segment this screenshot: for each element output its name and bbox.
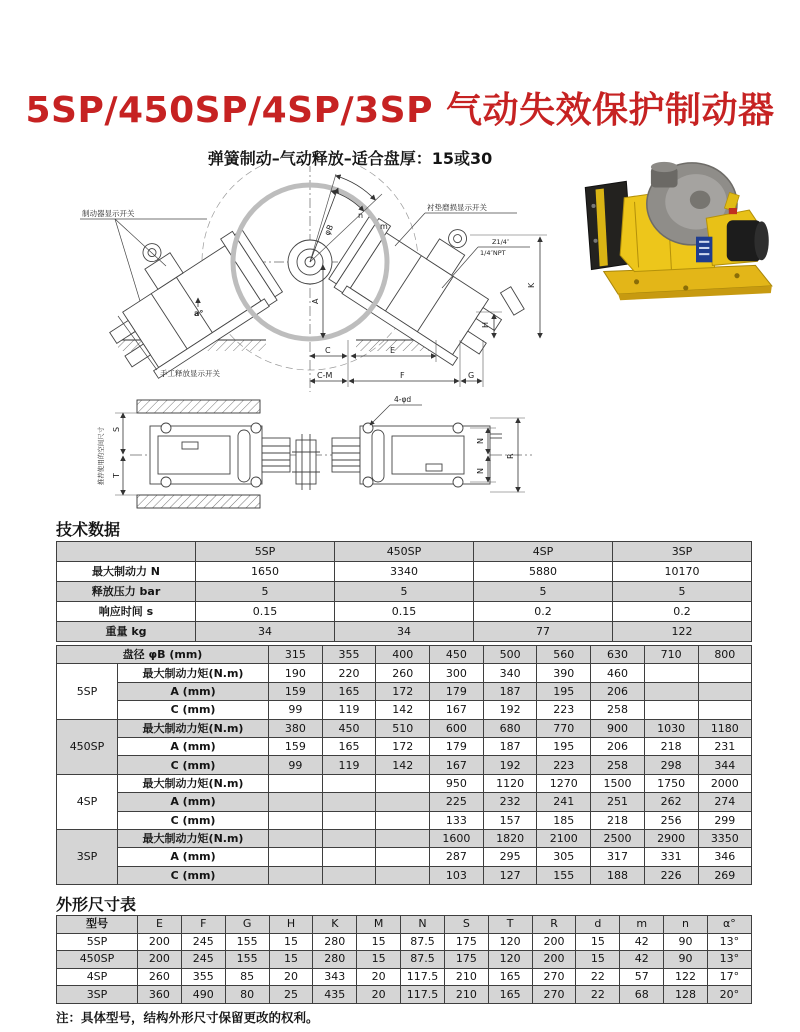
torque-value-cell: 256	[644, 811, 698, 829]
plan-right-unit	[332, 423, 502, 487]
dim-m: m	[380, 222, 388, 231]
dim-value-cell: 360	[138, 986, 182, 1004]
torque-value-cell: 232	[483, 793, 537, 811]
dim-value-cell: 200	[532, 951, 576, 969]
torque-value-cell: 346	[698, 848, 752, 866]
dim-column-header: α°	[707, 916, 751, 934]
dim-value-cell: 210	[444, 968, 488, 986]
model-column-header: 4SP	[474, 542, 613, 562]
spec-value-cell: 5	[613, 582, 752, 602]
dim-value-cell: 42	[620, 951, 664, 969]
dim-value-cell: 15	[576, 951, 620, 969]
torque-value-cell: 305	[537, 848, 591, 866]
torque-value-cell: 167	[430, 701, 484, 719]
dim-value-cell: 435	[313, 986, 357, 1004]
torque-table	[56, 645, 752, 885]
torque-value-cell: 179	[430, 737, 484, 755]
torque-value-cell: 298	[644, 756, 698, 774]
torque-value-cell: 1500	[591, 774, 645, 792]
dim-value-cell: 20	[269, 968, 313, 986]
spec-value-cell: 34	[196, 622, 335, 642]
torque-value-cell: 3350	[698, 829, 752, 847]
torque-value-cell: 119	[322, 756, 376, 774]
technical-drawing	[70, 166, 582, 512]
torque-value-cell: 317	[591, 848, 645, 866]
torque-value-cell: 165	[322, 682, 376, 700]
torque-value-cell: 299	[698, 811, 752, 829]
port-label-2: 1/4″NPT	[480, 249, 506, 257]
dim-value-cell: 245	[181, 951, 225, 969]
torque-value-cell: 192	[483, 701, 537, 719]
torque-value-cell: 770	[537, 719, 591, 737]
torque-value-cell: 2100	[537, 829, 591, 847]
torque-value-cell: 295	[483, 848, 537, 866]
torque-value-cell: 1820	[483, 829, 537, 847]
page-subtitle: 弹簧制动–气动释放–适合盘厚：15或30	[207, 149, 493, 168]
brake-switch-label: 制动器显示开关	[82, 209, 135, 218]
torque-value-cell: 460	[591, 664, 645, 682]
torque-value-cell: 262	[644, 793, 698, 811]
port-label-1: Z1/4″	[492, 238, 510, 246]
torque-value-cell: 274	[698, 793, 752, 811]
torque-value-cell: 2000	[698, 774, 752, 792]
disc-diameter-value: 710	[644, 646, 698, 664]
torque-value-cell: 1600	[430, 829, 484, 847]
torque-value-cell: 133	[430, 811, 484, 829]
torque-value-cell: 99	[269, 701, 323, 719]
torque-value-cell	[376, 866, 430, 884]
dim-value-cell: 200	[138, 951, 182, 969]
dim-model-label: 5SP	[57, 933, 138, 951]
torque-value-cell	[376, 811, 430, 829]
dim-value-cell: 490	[181, 986, 225, 1004]
dim-column-header: d	[576, 916, 620, 934]
dim-column-header: K	[313, 916, 357, 934]
torque-value-cell: 220	[322, 664, 376, 682]
param-row-label: A (mm)	[118, 793, 269, 811]
dim-value-cell: 17°	[707, 968, 751, 986]
dim-value-cell: 13°	[707, 933, 751, 951]
nameplate	[696, 237, 712, 263]
param-row-label: 最大制动力矩(N.m)	[118, 664, 269, 682]
torque-value-cell: 187	[483, 682, 537, 700]
dim-value-cell: 87.5	[401, 933, 445, 951]
spec-value-cell: 5	[474, 582, 613, 602]
dim-C: C	[325, 346, 331, 355]
torque-value-cell	[269, 829, 323, 847]
torque-value-cell: 331	[644, 848, 698, 866]
torque-value-cell	[644, 701, 698, 719]
torque-value-cell: 165	[322, 737, 376, 755]
dim-value-cell: 20	[357, 968, 401, 986]
torque-value-cell	[322, 848, 376, 866]
param-row-label: C (mm)	[118, 811, 269, 829]
param-row-label: A (mm)	[118, 737, 269, 755]
dim-value-cell: 20°	[707, 986, 751, 1004]
dim-value-cell: 80	[225, 986, 269, 1004]
manual-release-label: 手工释放显示开关	[160, 369, 220, 378]
torque-value-cell: 450	[322, 719, 376, 737]
footnote: 注：具体型号，结构外形尺寸保留更改的权利。	[56, 1010, 319, 1025]
torque-value-cell: 99	[269, 756, 323, 774]
spec-value-cell: 0.2	[474, 602, 613, 622]
dim-value-cell: 25	[269, 986, 313, 1004]
torque-value-cell: 1180	[698, 719, 752, 737]
dim-value-cell: 22	[576, 968, 620, 986]
disc-diameter-value: 560	[537, 646, 591, 664]
model-column-header: 5SP	[196, 542, 335, 562]
torque-value-cell: 1750	[644, 774, 698, 792]
torque-value-cell	[376, 774, 430, 792]
dim-K: K	[527, 282, 536, 288]
model-group-label: 5SP	[57, 664, 118, 719]
torque-value-cell: 103	[430, 866, 484, 884]
model-group-label: 3SP	[57, 829, 118, 884]
dim-column-header: S	[444, 916, 488, 934]
dim-A: A	[311, 298, 320, 304]
torque-value-cell: 167	[430, 756, 484, 774]
dim-N2: N	[476, 468, 485, 474]
dim-N1: N	[476, 438, 485, 444]
dim-value-cell: 343	[313, 968, 357, 986]
spec-row-label: 最大制动力 N	[57, 562, 196, 582]
dim-value-cell: 20	[357, 986, 401, 1004]
torque-value-cell: 287	[430, 848, 484, 866]
dim-value-cell: 260	[138, 968, 182, 986]
spec-value-cell: 0.2	[613, 602, 752, 622]
torque-value-cell: 119	[322, 701, 376, 719]
dim-value-cell: 270	[532, 986, 576, 1004]
dim-value-cell: 85	[225, 968, 269, 986]
hole-label: 4-φd	[394, 395, 412, 404]
param-row-label: C (mm)	[118, 701, 269, 719]
param-row-label: C (mm)	[118, 866, 269, 884]
disc-diameter-value: 500	[483, 646, 537, 664]
left-caliper	[81, 197, 285, 387]
torque-value-cell: 223	[537, 701, 591, 719]
torque-value-cell: 1030	[644, 719, 698, 737]
dim-F: F	[400, 371, 405, 380]
dim-value-cell: 122	[664, 968, 708, 986]
torque-value-cell: 680	[483, 719, 537, 737]
spec-row-label: 响应时间 s	[57, 602, 196, 622]
spec-value-cell: 5	[196, 582, 335, 602]
dim-value-cell: 210	[444, 986, 488, 1004]
model-group-label: 4SP	[57, 774, 118, 829]
dim-n: n	[358, 211, 364, 220]
torque-value-cell	[698, 664, 752, 682]
dim-a-deg: a°	[194, 309, 204, 318]
torque-value-cell: 157	[483, 811, 537, 829]
torque-value-cell: 380	[269, 719, 323, 737]
torque-value-cell: 179	[430, 682, 484, 700]
param-row-label: 最大制动力矩(N.m)	[118, 829, 269, 847]
torque-value-cell: 155	[537, 866, 591, 884]
param-row-label: A (mm)	[118, 682, 269, 700]
dim-value-cell: 15	[357, 933, 401, 951]
dim-R: R	[506, 453, 515, 459]
torque-value-cell: 300	[430, 664, 484, 682]
dim-value-cell: 68	[620, 986, 664, 1004]
product-photo	[573, 156, 778, 301]
dim-value-cell: 57	[620, 968, 664, 986]
plan-left-unit	[150, 423, 290, 487]
dim-column-header: T	[488, 916, 532, 934]
dim-value-cell: 175	[444, 933, 488, 951]
torque-value-cell: 192	[483, 756, 537, 774]
torque-value-cell	[376, 793, 430, 811]
torque-value-cell: 206	[591, 737, 645, 755]
torque-value-cell	[322, 811, 376, 829]
torque-value-cell: 900	[591, 719, 645, 737]
torque-value-cell	[269, 848, 323, 866]
torque-value-cell: 172	[376, 737, 430, 755]
dim-value-cell: 175	[444, 951, 488, 969]
dim-value-cell: 155	[225, 951, 269, 969]
torque-value-cell	[644, 682, 698, 700]
red-detail	[729, 208, 737, 214]
disc-diameter-value: 800	[698, 646, 752, 664]
torque-value-cell: 344	[698, 756, 752, 774]
dim-value-cell: 90	[664, 933, 708, 951]
dim-column-header: E	[138, 916, 182, 934]
torque-value-cell: 159	[269, 737, 323, 755]
spec-value-cell: 0.15	[335, 602, 474, 622]
param-row-label: 最大制动力矩(N.m)	[118, 774, 269, 792]
dimension-table	[56, 915, 752, 1004]
dim-value-cell: 165	[488, 986, 532, 1004]
plan-hatch-top	[137, 400, 260, 413]
torque-value-cell: 187	[483, 737, 537, 755]
dim-column-header: F	[181, 916, 225, 934]
torque-value-cell: 159	[269, 682, 323, 700]
dim-S: S	[112, 426, 121, 432]
torque-value-cell	[322, 866, 376, 884]
torque-value-cell	[269, 811, 323, 829]
dim-value-cell: 15	[357, 951, 401, 969]
dim-CM: C-M	[317, 371, 333, 380]
torque-value-cell: 269	[698, 866, 752, 884]
spec-value-cell: 77	[474, 622, 613, 642]
dim-value-cell: 280	[313, 933, 357, 951]
lining-wear-label: 衬垫磨损显示开关	[427, 203, 487, 212]
spec-value-cell: 34	[335, 622, 474, 642]
disc-diameter-value: 630	[591, 646, 645, 664]
torque-value-cell: 223	[537, 756, 591, 774]
torque-value-cell: 226	[644, 866, 698, 884]
dim-column-header: M	[357, 916, 401, 934]
spec-value-cell: 1650	[196, 562, 335, 582]
spec-value-cell: 10170	[613, 562, 752, 582]
dim-model-label: 450SP	[57, 951, 138, 969]
disc-diameter-value: 355	[322, 646, 376, 664]
torque-value-cell: 260	[376, 664, 430, 682]
dim-value-cell: 200	[138, 933, 182, 951]
dim-model-label: 3SP	[57, 986, 138, 1004]
torque-value-cell: 195	[537, 737, 591, 755]
torque-value-cell: 206	[591, 682, 645, 700]
dim-value-cell: 128	[664, 986, 708, 1004]
dim-value-cell: 270	[532, 968, 576, 986]
torque-value-cell: 340	[483, 664, 537, 682]
dim-value-cell: 165	[488, 968, 532, 986]
torque-value-cell	[698, 701, 752, 719]
torque-value-cell: 190	[269, 664, 323, 682]
torque-value-cell: 1120	[483, 774, 537, 792]
disc-diameter-value: 315	[269, 646, 323, 664]
tech-data-heading: 技术数据	[56, 520, 121, 539]
torque-value-cell: 510	[376, 719, 430, 737]
dim-value-cell: 15	[576, 933, 620, 951]
dim-value-cell: 120	[488, 951, 532, 969]
dim-value-cell: 117.5	[401, 986, 445, 1004]
torque-value-cell	[376, 829, 430, 847]
torque-value-cell: 258	[591, 756, 645, 774]
torque-value-cell	[644, 664, 698, 682]
dim-column-header: G	[225, 916, 269, 934]
dim-column-header: N	[401, 916, 445, 934]
dim-value-cell: 355	[181, 968, 225, 986]
disc-diameter-header: 盘径 φB (mm)	[57, 646, 269, 664]
dim-H: H	[481, 321, 490, 328]
torque-value-cell	[698, 682, 752, 700]
torque-value-cell: 241	[537, 793, 591, 811]
dim-value-cell: 13°	[707, 951, 751, 969]
spec-value-cell: 5880	[474, 562, 613, 582]
dim-column-header: m	[620, 916, 664, 934]
torque-value-cell: 1270	[537, 774, 591, 792]
dim-E: E	[390, 346, 396, 355]
torque-value-cell	[269, 774, 323, 792]
dim-value-cell: 120	[488, 933, 532, 951]
dim-phiB: φB	[322, 223, 336, 237]
torque-value-cell: 225	[430, 793, 484, 811]
space-note-label: 推荐使用的空间尺寸	[97, 426, 105, 486]
corner-cell	[57, 542, 196, 562]
torque-value-cell	[376, 848, 430, 866]
dim-G: G	[468, 371, 475, 380]
torque-value-cell: 258	[591, 701, 645, 719]
plan-hatch-bottom	[137, 495, 260, 508]
spec-row-label: 重量 kg	[57, 622, 196, 642]
torque-value-cell: 188	[591, 866, 645, 884]
torque-value-cell: 2500	[591, 829, 645, 847]
torque-value-cell: 218	[591, 811, 645, 829]
torque-value-cell: 218	[644, 737, 698, 755]
model-group-label: 450SP	[57, 719, 118, 774]
spec-row-label: 释放压力 bar	[57, 582, 196, 602]
dim-value-cell: 245	[181, 933, 225, 951]
dim-value-cell: 15	[269, 933, 313, 951]
torque-value-cell: 2900	[644, 829, 698, 847]
torque-value-cell: 600	[430, 719, 484, 737]
dim-value-cell: 15	[269, 951, 313, 969]
dim-table-heading: 外形尺寸表	[56, 895, 137, 914]
torque-value-cell	[269, 866, 323, 884]
disc-diameter-value: 400	[376, 646, 430, 664]
torque-value-cell: 142	[376, 701, 430, 719]
dim-value-cell: 87.5	[401, 951, 445, 969]
torque-value-cell: 950	[430, 774, 484, 792]
disc-diameter-value: 450	[430, 646, 484, 664]
model-column-header: 3SP	[613, 542, 752, 562]
model-column-header: 450SP	[335, 542, 474, 562]
torque-value-cell: 390	[537, 664, 591, 682]
dim-column-header: R	[532, 916, 576, 934]
torque-value-cell: 251	[591, 793, 645, 811]
torque-value-cell: 172	[376, 682, 430, 700]
torque-value-cell	[322, 793, 376, 811]
dim-T: T	[112, 473, 121, 478]
torque-value-cell	[322, 829, 376, 847]
page-title: 5SP/450SP/4SP/3SP 气动失效保护制动器	[25, 90, 775, 131]
model-column-title: 型号	[57, 916, 138, 934]
dim-value-cell: 280	[313, 951, 357, 969]
torque-value-cell	[322, 774, 376, 792]
dim-value-cell: 155	[225, 933, 269, 951]
param-row-label: C (mm)	[118, 756, 269, 774]
dim-value-cell: 117.5	[401, 968, 445, 986]
dim-value-cell: 90	[664, 951, 708, 969]
torque-value-cell: 231	[698, 737, 752, 755]
spec-value-cell: 122	[613, 622, 752, 642]
dim-column-header: H	[269, 916, 313, 934]
torque-value-cell	[269, 793, 323, 811]
plan-coupling	[292, 434, 320, 490]
torque-value-cell: 142	[376, 756, 430, 774]
spec-value-cell: 5	[335, 582, 474, 602]
dim-value-cell: 200	[532, 933, 576, 951]
torque-value-cell: 127	[483, 866, 537, 884]
torque-value-cell: 195	[537, 682, 591, 700]
dim-value-cell: 42	[620, 933, 664, 951]
dim-column-header: n	[664, 916, 708, 934]
param-row-label: 最大制动力矩(N.m)	[118, 719, 269, 737]
dim-model-label: 4SP	[57, 968, 138, 986]
torque-value-cell: 185	[537, 811, 591, 829]
dim-value-cell: 22	[576, 986, 620, 1004]
param-row-label: A (mm)	[118, 848, 269, 866]
tech-data-table	[56, 541, 752, 642]
spec-value-cell: 0.15	[196, 602, 335, 622]
spec-value-cell: 3340	[335, 562, 474, 582]
